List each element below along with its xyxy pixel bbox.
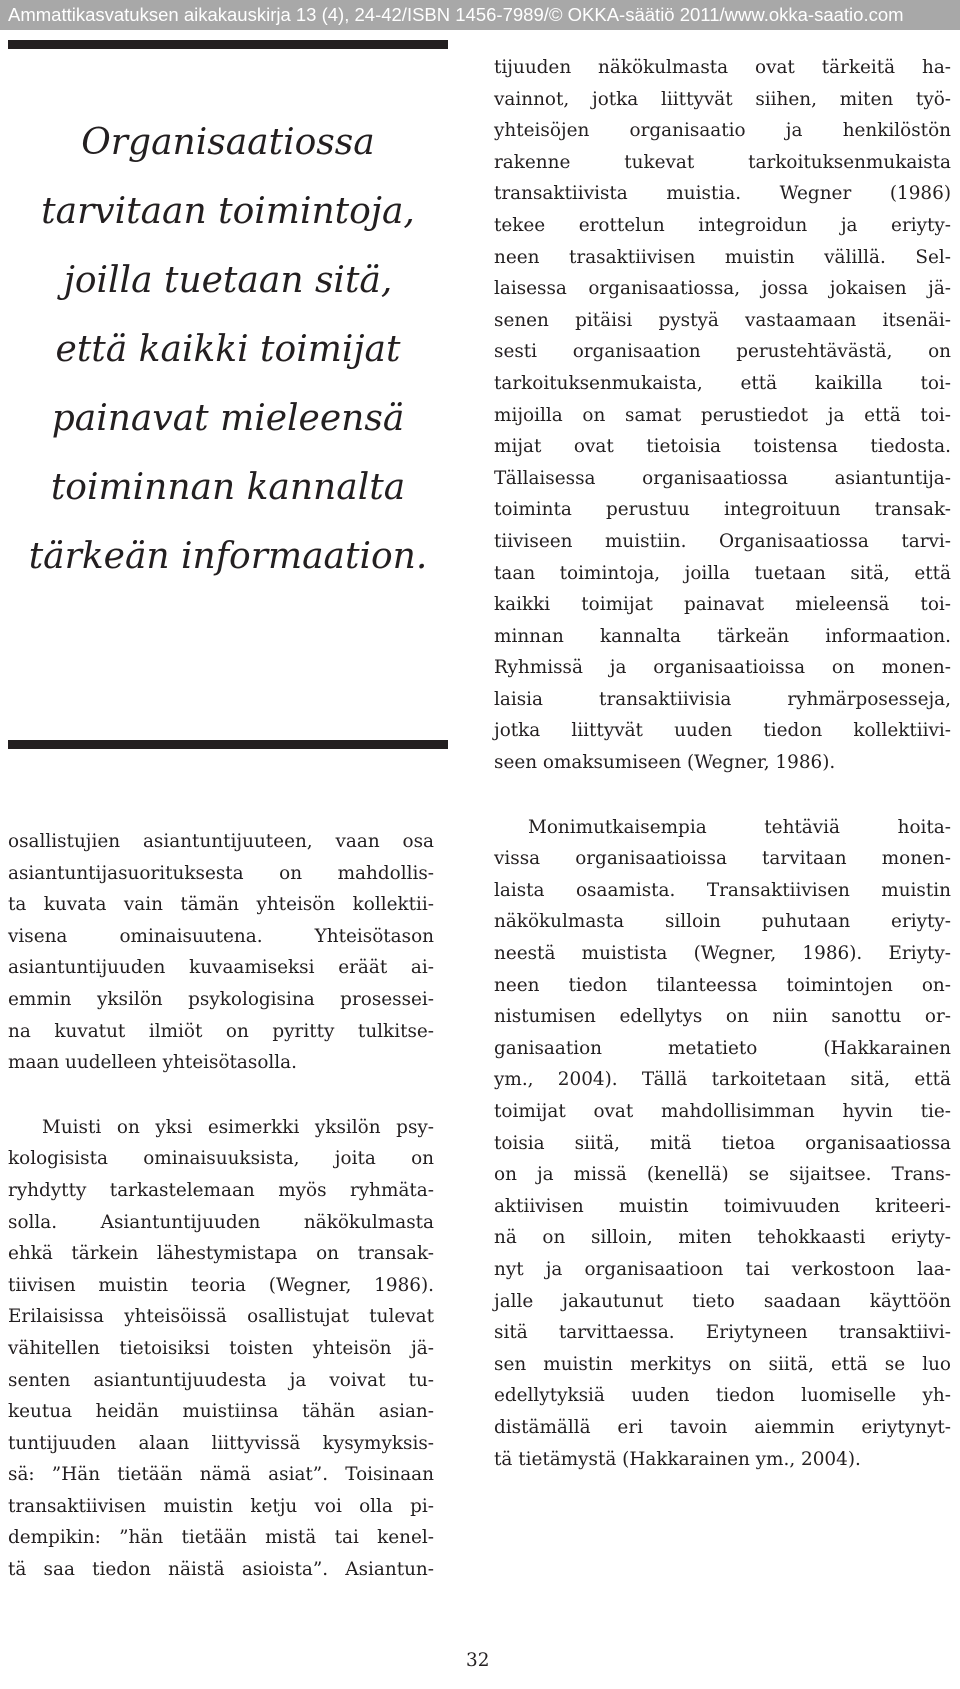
text-line: taan toimintoja, joilla tuetaan sitä, että	[494, 562, 951, 584]
pullquote	[8, 108, 448, 591]
text-line: neen tiedon tilanteessa toimintojen on-	[494, 974, 951, 996]
text-line: tijuuden näkökulmasta ovat tärkeitä ha-	[494, 57, 951, 78]
text-line: asiantuntijuuden kuvaamiseksi eräät ai-	[8, 957, 434, 979]
text-line: solla. Asiantuntijuuden näkökulmasta	[8, 1211, 434, 1233]
text-line: na kuvatut ilmiöt on pyritty tulkitse-	[8, 1020, 434, 1042]
journal-header	[0, 0, 960, 30]
text-line: osallistujien asiantuntijuuteen, vaan osa	[8, 831, 434, 852]
text-line: nyt ja organisaatioon tai verkostoon laa-	[494, 1258, 951, 1280]
text-line: ym., 2004). Tällä tarkoitetaan sitä, että	[494, 1069, 951, 1091]
pullquote-line: tarvitaan toimintoja,	[41, 191, 415, 232]
text-line: Muisti on yksi esimerkki yksilön psy-	[42, 1116, 434, 1138]
text-line: Tällaisessa organisaatiossa asiantuntija-	[494, 467, 951, 489]
text-line: ryhdytty tarkastelemaan myös ryhmäta-	[8, 1179, 434, 1201]
page-number: 32	[466, 1650, 490, 1671]
text-line: asiantuntijasuorituksesta on mahdollis-	[8, 862, 434, 884]
right-paragraph-2	[494, 812, 951, 1475]
text-line: tekee erottelun integroidun ja eriyty-	[494, 214, 951, 236]
text-line: toimijat ovat mahdollisimman hyvin tie-	[494, 1101, 951, 1122]
text-line: dempikin: ”hän tietään mistä tai kenel-	[8, 1527, 434, 1549]
text-line: Ryhmissä ja organisaatioissa on monen-	[494, 657, 951, 679]
left-paragraph-1	[8, 826, 434, 1079]
text-line: mijoilla on samat perustiedot ja että toi-	[494, 404, 951, 426]
text-line: transaktiivisen muistin ketju voi olla pi-	[8, 1495, 434, 1517]
pullquote-top-rule	[8, 40, 448, 49]
text-line: aktiivisen muistin toimivuuden kriteeri-	[494, 1195, 951, 1217]
left-column	[8, 826, 434, 1586]
right-paragraph-1	[494, 52, 951, 779]
text-line: yhteisöjen organisaatio ja henkilöstön	[494, 120, 951, 142]
text-line: nä on silloin, miten tehokkaasti eriyty-	[494, 1227, 951, 1249]
text-line: Monimutkaisempia tehtäviä hoita-	[528, 816, 951, 838]
text-line: visena ominaisuutena. Yhteisötason	[8, 925, 434, 947]
text-line: kaikki toimijat painavat mieleensä toi-	[494, 594, 951, 616]
text-line: tarkoituksenmukaista, että kaikilla toi-	[494, 372, 951, 394]
text-line: sitä tarvittaessa. Eriytyneen transaktiivi-	[494, 1322, 951, 1344]
text-line: tiivisen muistin teoria (Wegner, 1986).	[8, 1274, 434, 1296]
text-line: distämällä eri tavoin aiemmin eriytynyt-	[494, 1416, 951, 1438]
text-line: tä saa tiedon näistä asioista”. Asiantun-	[8, 1559, 434, 1581]
pullquote-line: että kaikki toimijat	[55, 329, 401, 370]
text-line: mijat ovat tietoisia toistensa tiedosta.	[494, 436, 951, 458]
text-line: sesti organisaation perustehtävästä, on	[494, 341, 951, 363]
text-line: seen omaksumiseen (Wegner, 1986).	[494, 752, 836, 774]
text-line: rakenne tukevat tarkoituksenmukaista	[494, 151, 951, 173]
text-line: sä: ”Hän tietään nämä asiat”. Toisinaan	[8, 1464, 434, 1486]
text-line: tä tietämystä (Hakkarainen ym., 2004).	[494, 1448, 861, 1470]
pullquote-line: painavat mieleensä	[51, 398, 405, 439]
text-line: senen pitäisi pystyä vastaamaan itsenäi-	[494, 309, 951, 331]
text-line: ehkä tärkein lähestymistapa on transak-	[8, 1243, 434, 1265]
text-line: vainnot, jotka liittyvät siihen, miten työ-	[494, 88, 951, 110]
text-line: jalle jakautunut tieto saadaan käyttöön	[494, 1290, 951, 1312]
text-line: ganisaation metatieto (Hakkarainen	[494, 1037, 951, 1059]
text-line: tiiviseen muistiin. Organisaatiossa tarvi-	[494, 530, 951, 552]
text-line: neestä muistista (Wegner, 1986). Eriyty-	[494, 943, 951, 965]
text-line: ta kuvata vain tämän yhteisön kollektii-	[8, 894, 434, 916]
text-line: tuntijuuden alaan liittyvissä kysymyksis-	[8, 1432, 434, 1454]
text-line: toiminta perustuu integroituun transak-	[494, 499, 951, 521]
pullquote-line: toiminnan kannalta	[50, 467, 406, 508]
text-line: transaktiivista muistia. Wegner (1986)	[494, 183, 951, 205]
text-line: laisessa organisaatiossa, jossa jokaisen jä-	[494, 278, 951, 300]
pullquote-line: Organisaatiossa	[81, 122, 375, 163]
journal-header-text: Ammattikasvatuksen aikakauskirja 13 (4), 24-42/ISBN 1456-7989/© OKKA-säätiö 2011/www.okka-saatio.com	[8, 4, 904, 25]
text-line: vähitellen tietoisiksi toisten yhteisön jä-	[8, 1337, 434, 1359]
pullquote-bottom-rule	[8, 740, 448, 749]
text-line: jotka liittyvät uuden tiedon kollektiivi-	[494, 720, 951, 742]
text-line: on ja missä (kenellä) se sijaitsee. Trans-	[494, 1164, 951, 1186]
text-line: Erilaisissa yhteisöissä osallistujat tulevat	[8, 1306, 434, 1328]
text-line: neen trasaktiivisen muistin välillä. Sel-	[494, 246, 951, 268]
text-line: toisia siitä, mitä tietoa organisaatiossa	[494, 1132, 951, 1154]
text-line: keutua heidän muistiinsa tähän asian-	[8, 1401, 434, 1423]
text-line: näkökulmasta silloin puhutaan eriyty-	[494, 911, 951, 933]
text-line: sen muistin merkitys on siitä, että se luo	[494, 1353, 951, 1375]
text-line: edellytyksiä uuden tiedon luomiselle yh-	[494, 1385, 951, 1407]
right-column	[494, 52, 951, 1475]
text-line: laista osaamista. Transaktiivisen muistin	[494, 879, 951, 901]
text-line: nistumisen edellytys on niin sanottu or-	[494, 1006, 951, 1028]
pullquote-line: tärkeän informaation.	[28, 536, 428, 577]
text-line: kologisista ominaisuuksista, joita on	[8, 1148, 434, 1170]
text-line: senten asiantuntijuudesta ja voivat tu-	[8, 1369, 434, 1391]
text-line: minnan kannalta tärkeän informaation.	[494, 625, 951, 647]
text-line: emmin yksilön psykologisina prosessei-	[8, 988, 434, 1010]
pullquote-line: joilla tuetaan sitä,	[63, 260, 393, 301]
left-paragraph-2	[8, 1112, 434, 1586]
text-line: laisia transaktiivisia ryhmärposesseja,	[494, 688, 951, 710]
text-line: vissa organisaatioissa tarvitaan monen-	[494, 848, 951, 870]
text-line: maan uudelleen yhteisötasolla.	[8, 1052, 297, 1074]
